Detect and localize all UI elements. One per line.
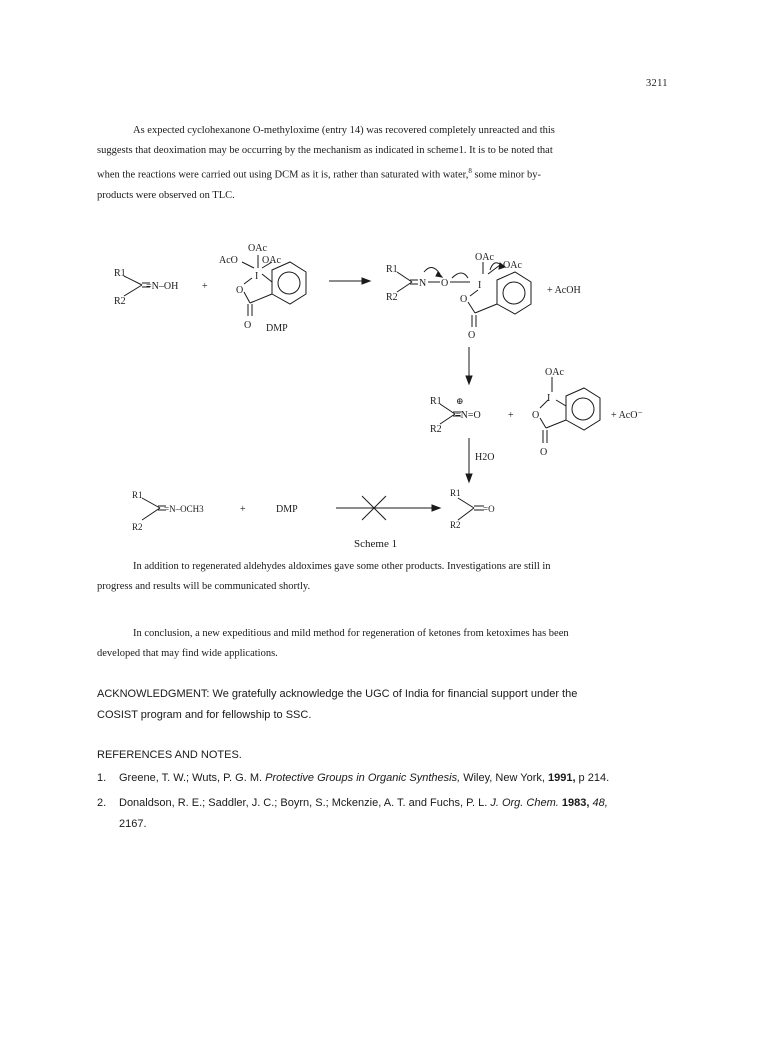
paragraph-line: suggests that deoximation may be occurring by the mechanism as indicated in scheme1. It is to be noted that <box>97 145 553 156</box>
reference-authors: Greene, T. W.; Wuts, P. G. M. <box>119 772 266 784</box>
oxygen-label: O <box>468 330 476 341</box>
iodine-label: I <box>255 271 259 282</box>
oac-label: OAc <box>248 243 267 254</box>
reference-number: 2. <box>97 797 107 809</box>
paragraph-conclusion <box>97 624 657 664</box>
r2-label: R2 <box>114 296 126 307</box>
aco-label: AcO <box>219 255 238 266</box>
reference-volume: 48, <box>589 797 608 809</box>
r1-label: R1 <box>114 268 126 279</box>
reference-publisher: Wiley, New York, <box>460 772 548 784</box>
reference-item <box>97 793 667 835</box>
positive-charge: ⊕ <box>456 396 464 406</box>
oxygen-label: O <box>441 278 449 289</box>
ketone-label: =O <box>483 504 495 514</box>
paragraph-text: some minor by- <box>471 169 541 181</box>
reference-title: Protective Groups in Organic Synthesis, <box>265 772 461 784</box>
r2-label: R2 <box>386 292 398 303</box>
r1-label: R1 <box>430 396 442 407</box>
paragraph-text: when the reactions were carried out using DCM as it is, rather than saturated with water, <box>97 169 469 181</box>
oxygen-label: O <box>540 447 548 458</box>
reference-number: 1. <box>97 772 107 784</box>
paragraph-line: In addition to regenerated aldehydes aldoximes gave some other products. Investigations are still in <box>133 561 551 572</box>
oac-label: OAc <box>475 252 494 263</box>
oxygen-label: O <box>460 294 468 305</box>
paragraph-aldoximes <box>97 557 657 597</box>
r2-label: R2 <box>132 522 143 532</box>
reference-year: 1991, <box>547 772 576 784</box>
oac-label: OAc <box>545 367 564 378</box>
references-heading: REFERENCES AND NOTES. <box>97 749 242 761</box>
oac-label: OAc <box>503 260 522 271</box>
nitroso-label: =N=O <box>455 410 481 421</box>
acknowledgment-line: ACKNOWLEDGMENT: We gratefully acknowledge the UGC of India for financial support under the <box>97 688 578 700</box>
oxygen-label: O <box>532 410 540 421</box>
r2-label: R2 <box>430 424 442 435</box>
nitrogen-label: N <box>419 278 427 289</box>
page-number: 3211 <box>646 78 668 89</box>
plus-sign: + <box>202 281 208 292</box>
methyloxime-label: =N–OCH3 <box>164 504 204 514</box>
oac-label: OAc <box>262 255 281 266</box>
scheme-caption: Scheme 1 <box>354 538 398 550</box>
oxygen-label: O <box>244 320 252 331</box>
acknowledgment-line: COSIST program and for fellowship to SSC. <box>97 709 312 721</box>
iodine-label: I <box>478 280 482 291</box>
r2-label: R2 <box>450 520 461 530</box>
oxime-label: =N–OH <box>146 281 179 292</box>
reference-journal: J. Org. Chem. <box>490 797 559 809</box>
plus-sign: + <box>508 410 514 421</box>
aco-minus-label: + AcO⁻ <box>611 410 643 421</box>
paragraph-line: In conclusion, a new expeditious and mild method for regeneration of ketones from ketoximes has been <box>133 628 569 639</box>
reference-pages: p 214. <box>575 772 610 784</box>
r1-label: R1 <box>132 490 143 500</box>
paragraph-line: As expected cyclohexanone O-methyloxime (entry 14) was recovered completely unreacted and this <box>133 125 555 136</box>
r1-label: R1 <box>386 264 398 275</box>
iodine-label: I <box>547 393 551 404</box>
footnote-ref: 8 <box>468 167 472 175</box>
paragraph-line: progress and results will be communicated shortly. <box>97 581 311 592</box>
water-label: H2O <box>475 452 495 463</box>
acoh-label: + AcOH <box>547 285 581 296</box>
reference-pages: 2167. <box>119 818 147 830</box>
reference-year: 1983, <box>558 797 590 809</box>
oxygen-label: O <box>236 285 244 296</box>
plus-sign: + <box>240 504 246 515</box>
paragraph-line: developed that may find wide applications. <box>97 648 278 659</box>
dmp-label: DMP <box>276 504 298 515</box>
reference-authors: Donaldson, R. E.; Saddler, J. C.; Boyrn, S.; Mckenzie, A. T. and Fuchs, P. L. <box>119 797 491 809</box>
acknowledgment <box>97 684 659 726</box>
paragraph-line: products were observed on TLC. <box>97 189 235 201</box>
dmp-label: DMP <box>266 323 288 334</box>
r1-label: R1 <box>450 488 461 498</box>
reference-item <box>97 768 667 789</box>
